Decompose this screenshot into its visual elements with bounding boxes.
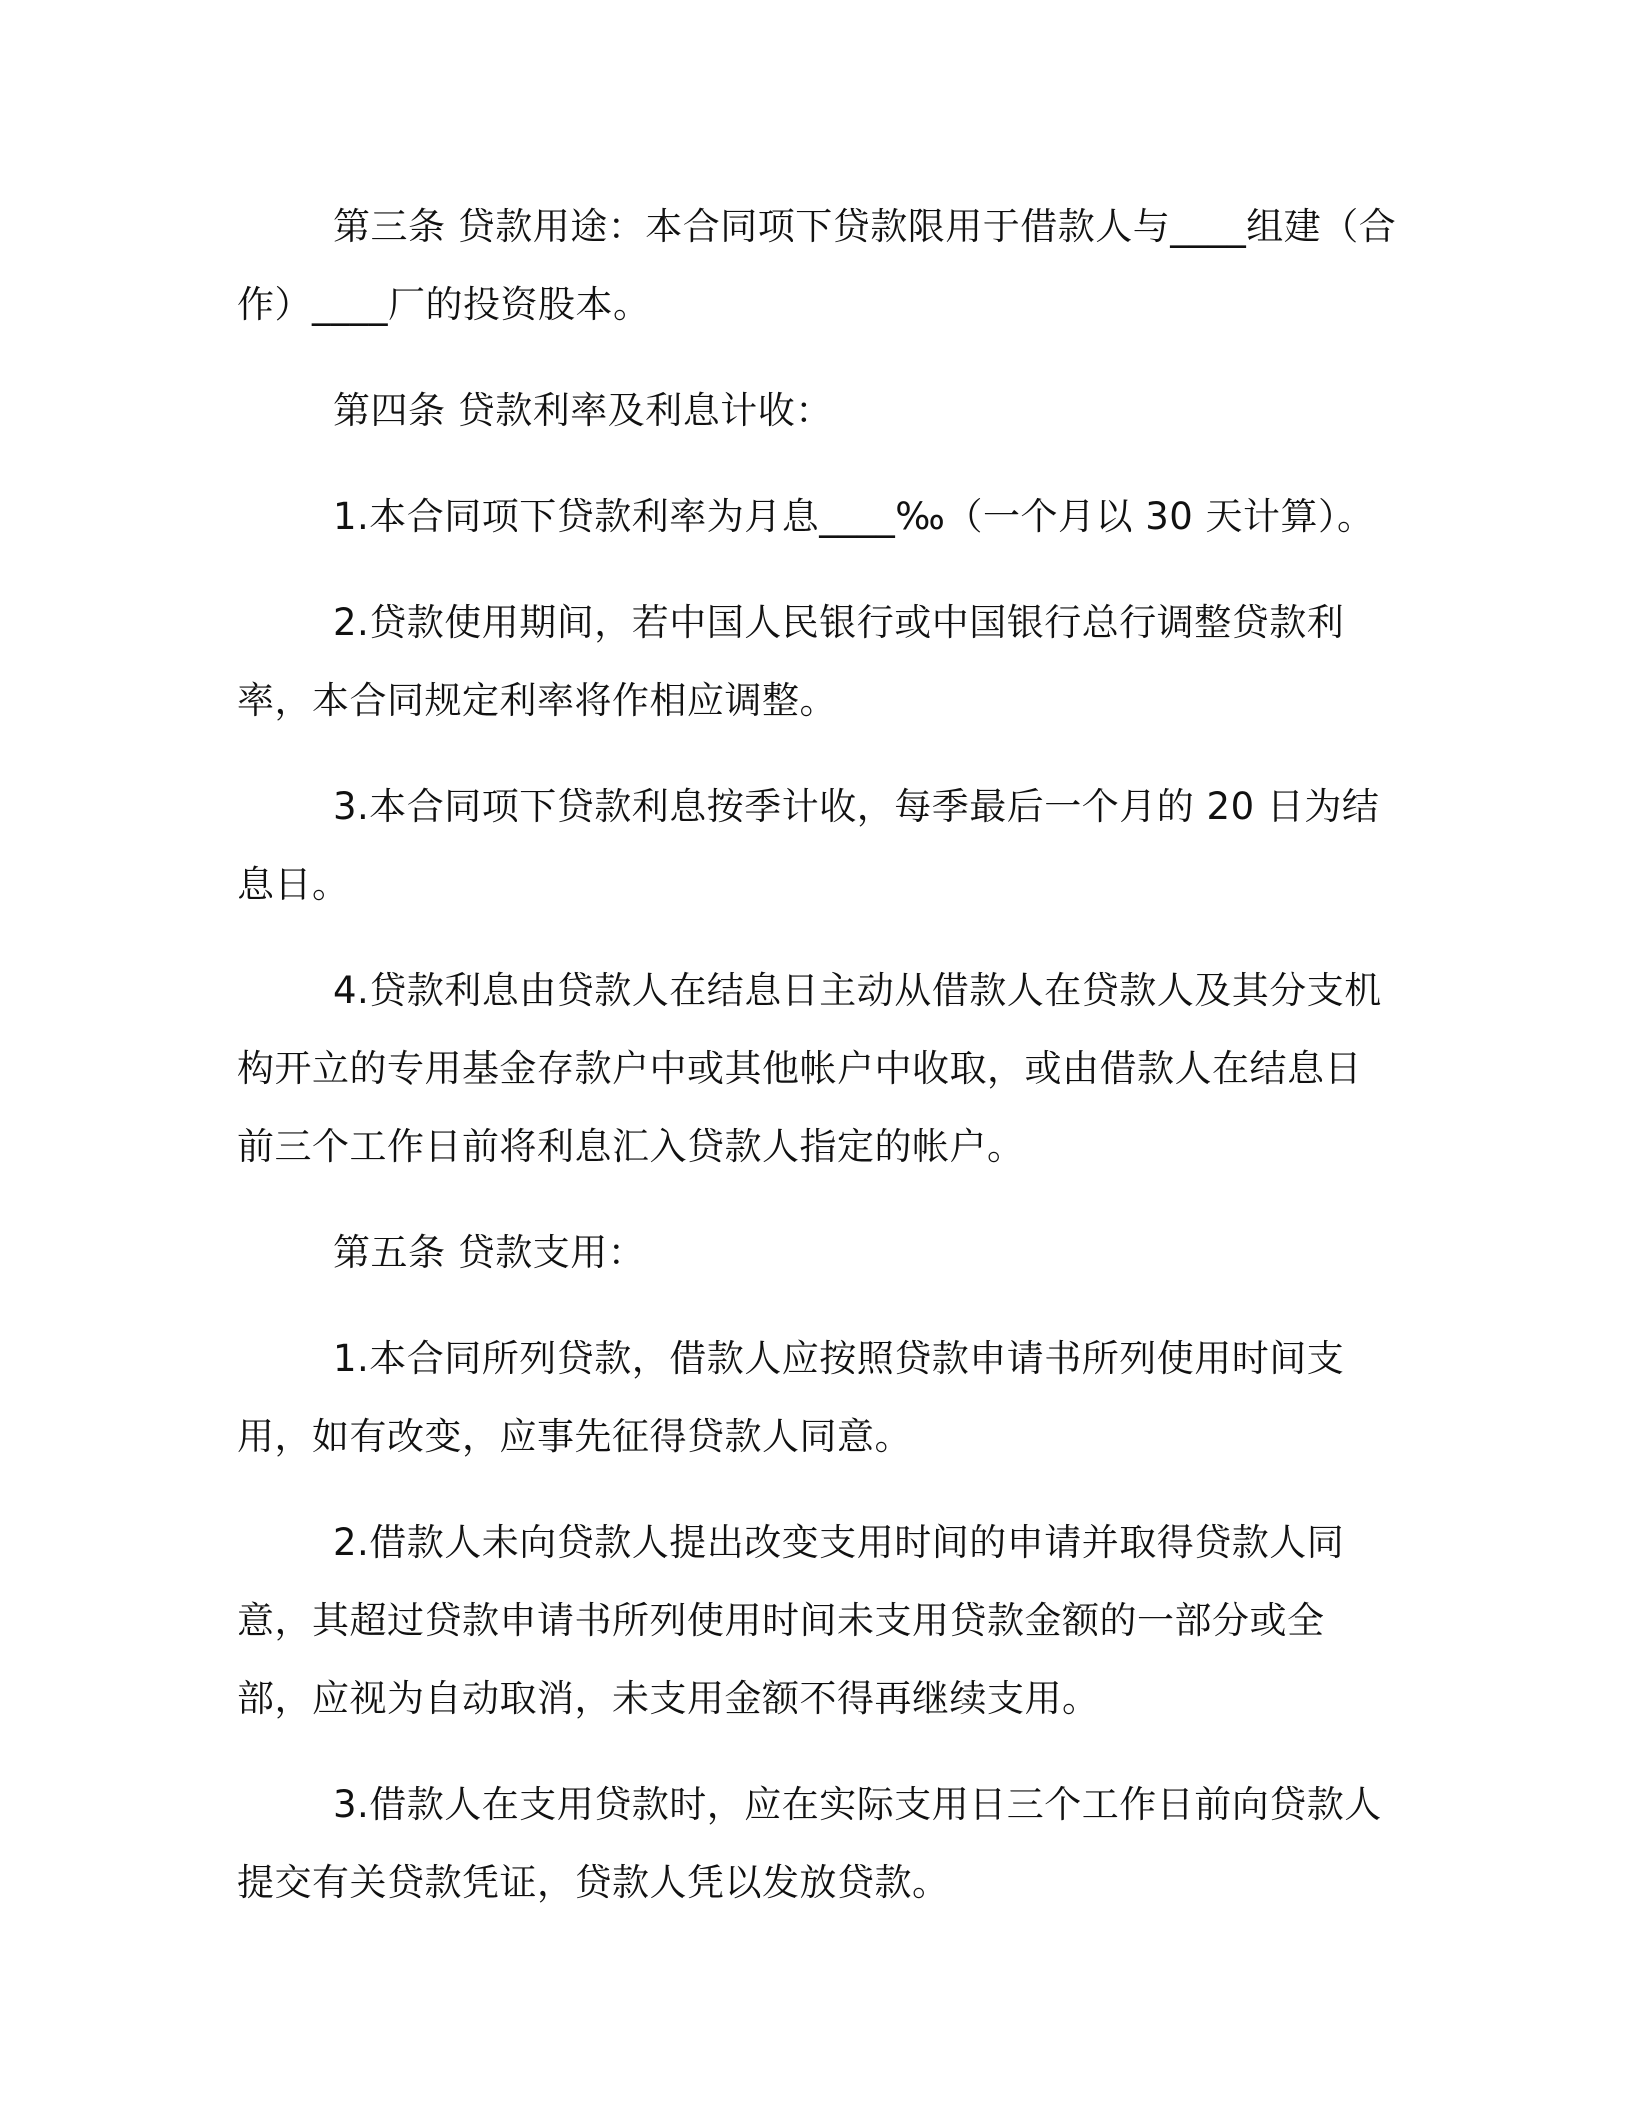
article-5-clause-3: 3.借款人在支用贷款时，应在实际支用日三个工作日前向贷款人提交有关贷款凭证，贷款人凭以发放贷款。 (237, 1783, 1382, 1904)
article-4-clause-3: 3.本合同项下贷款利息按季计收，每季最后一个月的 20 日为结息日。 (237, 785, 1380, 906)
article-3-loan-purpose: 第三条 贷款用途：本合同项下贷款限用于借款人与____组建（合作）____厂的投资股本。 (237, 205, 1397, 326)
article-5-clause-1: 1.本合同所列贷款，借款人应按照贷款申请书所列使用时间支用，如有改变，应事先征得贷款人同意。 (237, 1337, 1345, 1458)
article-5-clause-2: 2.借款人未向贷款人提出改变支用时间的申请并取得贷款人同意，其超过贷款申请书所列使用时间未支用贷款金额的一部分或全部，应视为自动取消，未支用金额不得再继续支用。 (237, 1521, 1345, 1720)
article-4-clause-4: 4.贷款利息由贷款人在结息日主动从借款人在贷款人及其分支机构开立的专用基金存款户中或其他帐户中收取，或由借款人在结息日前三个工作日前将利息汇入贷款人指定的帐户。 (237, 969, 1382, 1168)
article-4-clause-2: 2.贷款使用期间，若中国人民银行或中国银行总行调整贷款利率，本合同规定利率将作相应调整。 (237, 601, 1345, 722)
document-body (237, 188, 1397, 1922)
article-4-clause-1: 1.本合同项下贷款利率为月息____‰（一个月以 30 天计算）。 (333, 495, 1375, 538)
article-4-heading: 第四条 贷款利率及利息计收： (333, 389, 833, 432)
article-5-heading: 第五条 贷款支用： (333, 1231, 646, 1274)
